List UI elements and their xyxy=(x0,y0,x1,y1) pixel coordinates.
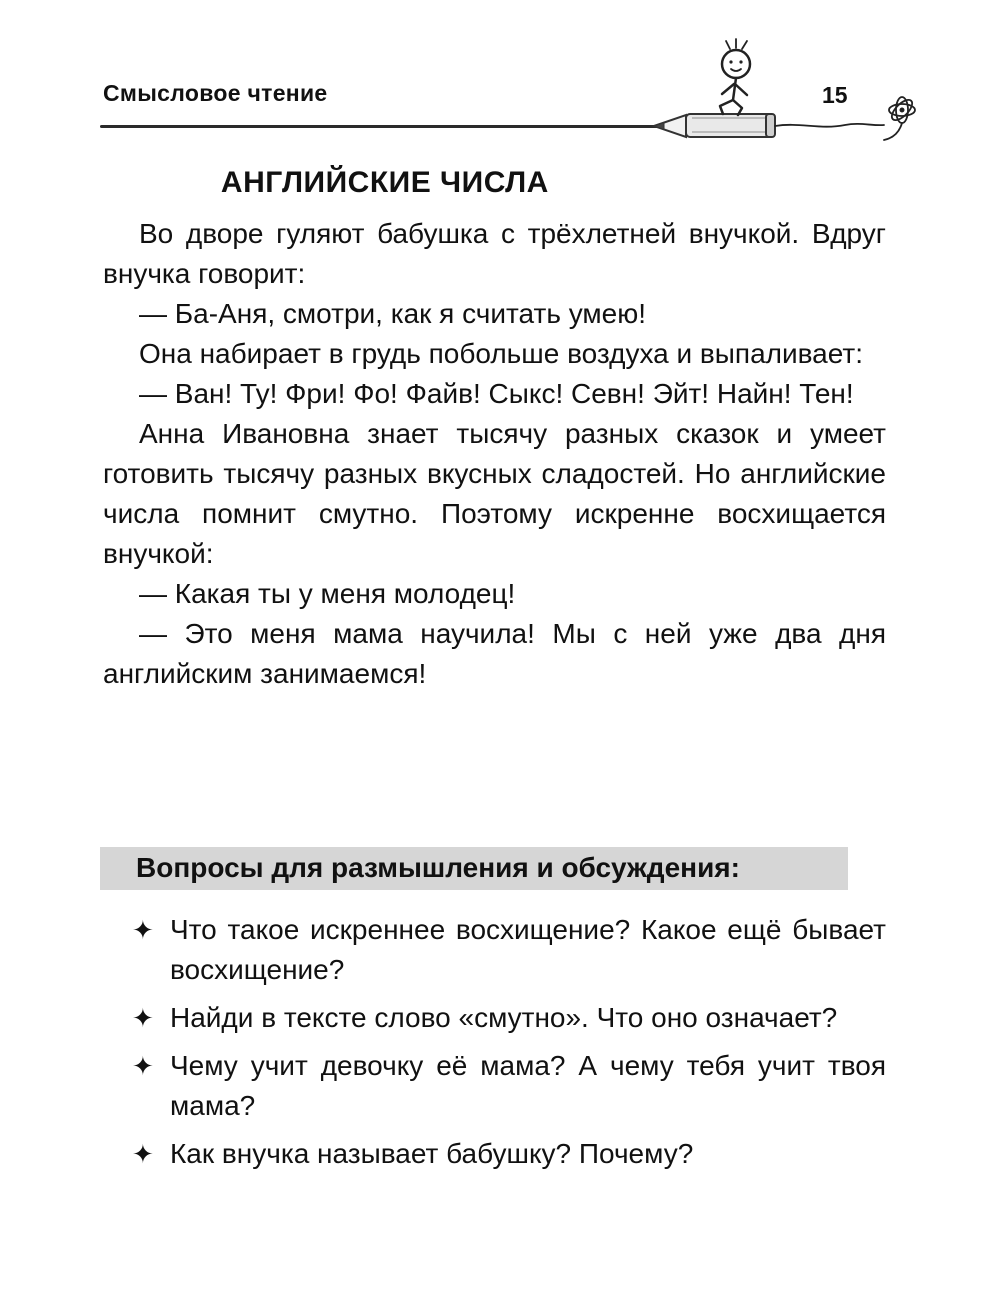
paragraph: Во дворе гуляют бабушка с трёхлетней внучкой. Вдруг внучка говорит: xyxy=(103,218,886,289)
squiggle-line xyxy=(775,124,884,127)
question-text: Как внучка называет бабушку? Почему? xyxy=(170,1138,694,1169)
question-item xyxy=(100,1046,886,1126)
article-body xyxy=(103,214,886,694)
paragraph: — Ба-Аня, смотри, как я считать умею! xyxy=(139,298,646,329)
stick-figure-doodle-icon xyxy=(720,39,750,115)
page-number: 15 xyxy=(822,82,848,108)
question-text: Что такое искреннее восхищение? Какое ещё бывает восхищение? xyxy=(170,914,886,985)
paragraph: Анна Ивановна знает тысячу разных сказок и умеет готовить тысячу разных вкусных сладостей. Но английские числа помнит смутно. Поэтому искренне восхищается внучкой: xyxy=(103,418,886,569)
pencil-doodle-icon xyxy=(654,114,775,137)
questions-heading: Вопросы для размышления и обсуждения: xyxy=(100,847,848,890)
star-bullet-icon: ✦ xyxy=(132,1139,154,1169)
question-item xyxy=(100,910,886,990)
header-doodle-illustration xyxy=(640,38,930,150)
paragraph: Она набирает в грудь побольше воздуха и выпаливает: xyxy=(139,338,863,369)
paragraph: — Это меня мама научила! Мы с ней уже два дня английским занимаемся! xyxy=(103,618,886,689)
paragraph: — Ван! Ту! Фри! Фо! Файв! Сыкс! Севн! Эйт! Найн! Тен! xyxy=(139,378,854,409)
question-text: Чему учит девочку её мама? А чему тебя учит твоя мама? xyxy=(170,1050,886,1121)
header-rule xyxy=(100,125,660,128)
question-item xyxy=(100,1134,886,1174)
running-title: Смысловое чтение xyxy=(103,80,328,106)
questions-list xyxy=(100,910,886,1174)
paragraph: — Какая ты у меня молодец! xyxy=(139,578,516,609)
star-bullet-icon: ✦ xyxy=(132,1051,154,1081)
questions-section xyxy=(100,847,886,1182)
article-title: АНГЛИЙСКИЕ ЧИСЛА xyxy=(220,166,549,199)
flower-doodle-icon xyxy=(884,97,915,140)
question-text: Найди в тексте слово «смутно». Что оно означает? xyxy=(170,1002,838,1033)
page-header xyxy=(0,0,986,150)
star-bullet-icon: ✦ xyxy=(132,1003,154,1033)
star-bullet-icon: ✦ xyxy=(132,915,154,945)
article xyxy=(103,166,886,694)
question-item xyxy=(100,998,886,1038)
